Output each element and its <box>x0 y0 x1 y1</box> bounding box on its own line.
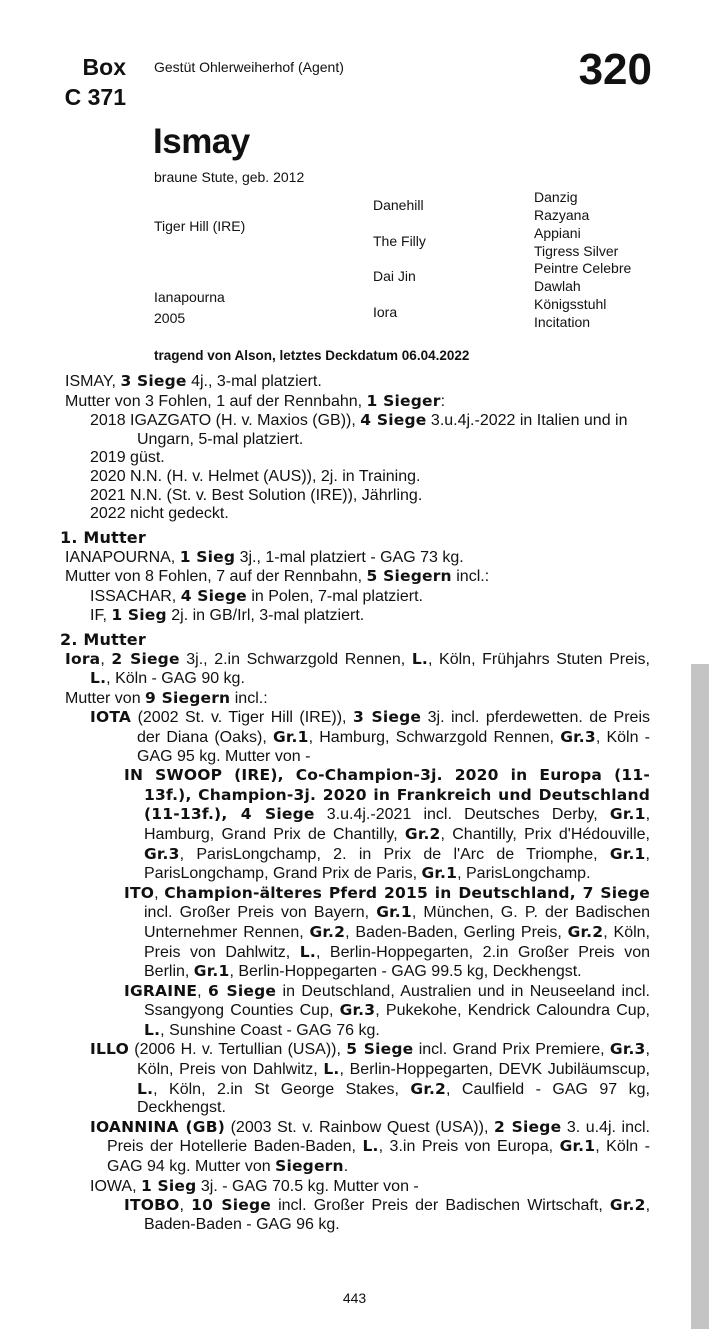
pedigree-g3-5: Peintre Celebre <box>534 260 632 276</box>
box-label <box>50 52 126 112</box>
pedigree-g3-3: Appiani <box>534 225 581 241</box>
pedigree-dam: Ianapourna <box>154 289 225 305</box>
produce-record <box>65 372 655 524</box>
first-dam-section <box>60 529 655 626</box>
second-dam-iora: Iora, 2 Siege 3j., 2.in Schwarzgold Rennen, L., Köln, Frühjahrs Stuten Preis, L., Köln - GAG 90 kg. <box>65 649 650 688</box>
produce-entry: 2018 IGAZGATO (H. v. Maxios (GB)), 4 Siege 3.u.4j.-2022 in Italien und in Ungarn, 5-mal platziert. <box>90 411 628 448</box>
horse-name: Ismay <box>153 122 250 161</box>
page-number: 443 <box>342 1290 367 1306</box>
produce-entry: 2022 nicht gedeckt. <box>90 505 229 523</box>
second-dam-mutter: Mutter von 9 Siegern incl.: <box>65 688 268 707</box>
first-dam-line: Mutter von 8 Fohlen, 7 auf der Rennbahn, 5 Siegern incl.: <box>65 567 490 586</box>
pedigree-g3-8: Incitation <box>534 314 591 330</box>
pedigree-g3-1: Danzig <box>534 189 578 205</box>
agent-name: Gestüt Ohlerweiherhof (Agent) <box>154 59 344 75</box>
pedigree-sire-sire: Danehill <box>373 197 424 213</box>
covering-note: tragend von Alson, letztes Deckdatum 06.04.2022 <box>154 348 470 363</box>
horse-description: braune Stute, geb. 2012 <box>154 169 305 185</box>
pedigree-g3-6: Dawlah <box>534 278 581 294</box>
box-title: Box <box>82 54 126 80</box>
side-bar <box>691 664 709 1329</box>
produce-in-swoop: IN SWOOP (IRE), Co-Champion-3j. 2020 in Europa (11-13f.), Champion-3j. 2020 in Frankreich und Deutschland (11-13f.), 4 Siege 3.u.4j.-2021 incl. Deutsches Derby, Gr.1, Hamburg, Grand Prix de Chantilly, Gr.2, Chantilly, Prix d'Hédouville, Gr.3, ParisLongchamp, 2. in Prix de l'Arc de Triomphe, Gr.1, ParisLongchamp, Grand Prix de Paris, Gr.1, ParisLongchamp. <box>124 766 651 883</box>
first-dam-line: IANAPOURNA, 1 Sieg 3j., 1-mal platziert - GAG 73 kg. <box>65 547 464 566</box>
first-dam-produce: IF, 1 Sieg 2j. in GB/Irl, 3-mal platziert. <box>90 606 365 625</box>
pedigree-dam-sire: Dai Jin <box>373 268 416 284</box>
pedigree-g3-4: Tigress Silver <box>534 243 619 259</box>
produce-line: Mutter von 3 Fohlen, 1 auf der Rennbahn, 1 Sieger: <box>65 391 446 410</box>
second-dam-heading: 2. Mutter <box>60 630 146 649</box>
produce-iowa: IOWA, 1 Sieg 3j. - GAG 70.5 kg. Mutter von - <box>90 1176 419 1195</box>
produce-ioannina: IOANNINA (GB) (2003 St. v. Rainbow Quest (USA)), 2 Siege 3. u.4j. incl. Preis der Hotellerie Baden-Baden, L., 3.in Preis von Europa, Gr.1, Köln - GAG 94 kg. Mutter von Siegern. <box>90 1117 651 1176</box>
produce-itobo: ITOBO, 10 Siege incl. Großer Preis der Badischen Wirtschaft, Gr.2, Baden-Baden - GAG 96 kg. <box>124 1196 651 1233</box>
pedigree-g3-2: Razyana <box>534 207 590 223</box>
produce-illo: ILLO (2006 H. v. Tertullian (USA)), 5 Siege incl. Grand Prix Premiere, Gr.3, Köln, Preis von Dahlwitz, L., Berlin-Hoppegarten, DEVK Jubiläumscup, L., Köln, 2.in St George Stakes, Gr.2, Caulfield - GAG 97 kg, Deckhengst. <box>90 1040 651 1117</box>
produce-ito: ITO, Champion-älteres Pferd 2015 in Deutschland, 7 Siege incl. Großer Preis von Bayern, Gr.1, München, G. P. der Badischen Unternehmer Rennen, Gr.2, Baden-Baden, Gerling Preis, Gr.2, Köln, Preis von Dahlwitz, L., Berlin-Hoppegarten, 2.in Großer Preis von Berlin, Gr.1, Berlin-Hoppegarten - GAG 99.5 kg, Deckhengst. <box>124 883 650 981</box>
first-dam-heading: 1. Mutter <box>60 528 146 547</box>
produce-line: ISMAY, 3 Siege 4j., 3-mal platziert. <box>65 372 322 390</box>
pedigree-sire: Tiger Hill (IRE) <box>154 218 246 234</box>
produce-entry: 2021 N.N. (St. v. Best Solution (IRE)), Jährling. <box>90 486 423 504</box>
pedigree-sire-dam: The Filly <box>373 233 426 249</box>
lot-number: 320 <box>578 45 652 94</box>
first-dam-produce: ISSACHAR, 4 Siege in Polen, 7-mal platziert. <box>90 586 423 605</box>
produce-igraine: IGRAINE, 6 Siege in Deutschland, Australien und in Neuseeland incl. Ssangyong Counties Cup, Gr.3, Pukekohe, Kendrick Caloundra Cup, L., Sunshine Coast - GAG 76 kg. <box>124 981 651 1039</box>
produce-entry: 2019 güst. <box>90 449 165 467</box>
pedigree-dam-dam: Iora <box>373 304 398 320</box>
second-dam-section <box>60 631 650 1234</box>
produce-iota: IOTA (2002 St. v. Tiger Hill (IRE)), 3 Siege 3j. incl. pferdewetten. de Preis der Diana (Oaks), Gr.1, Hamburg, Schwarzgold Rennen, Gr.3, Köln - GAG 95 kg. Mutter von - <box>90 708 651 765</box>
box-code: C 371 <box>64 84 126 110</box>
pedigree-dam-year: 2005 <box>154 310 186 326</box>
produce-entry: 2020 N.N. (H. v. Helmet (AUS)), 2j. in Training. <box>90 467 421 485</box>
pedigree-g3-7: Königsstuhl <box>534 296 607 312</box>
